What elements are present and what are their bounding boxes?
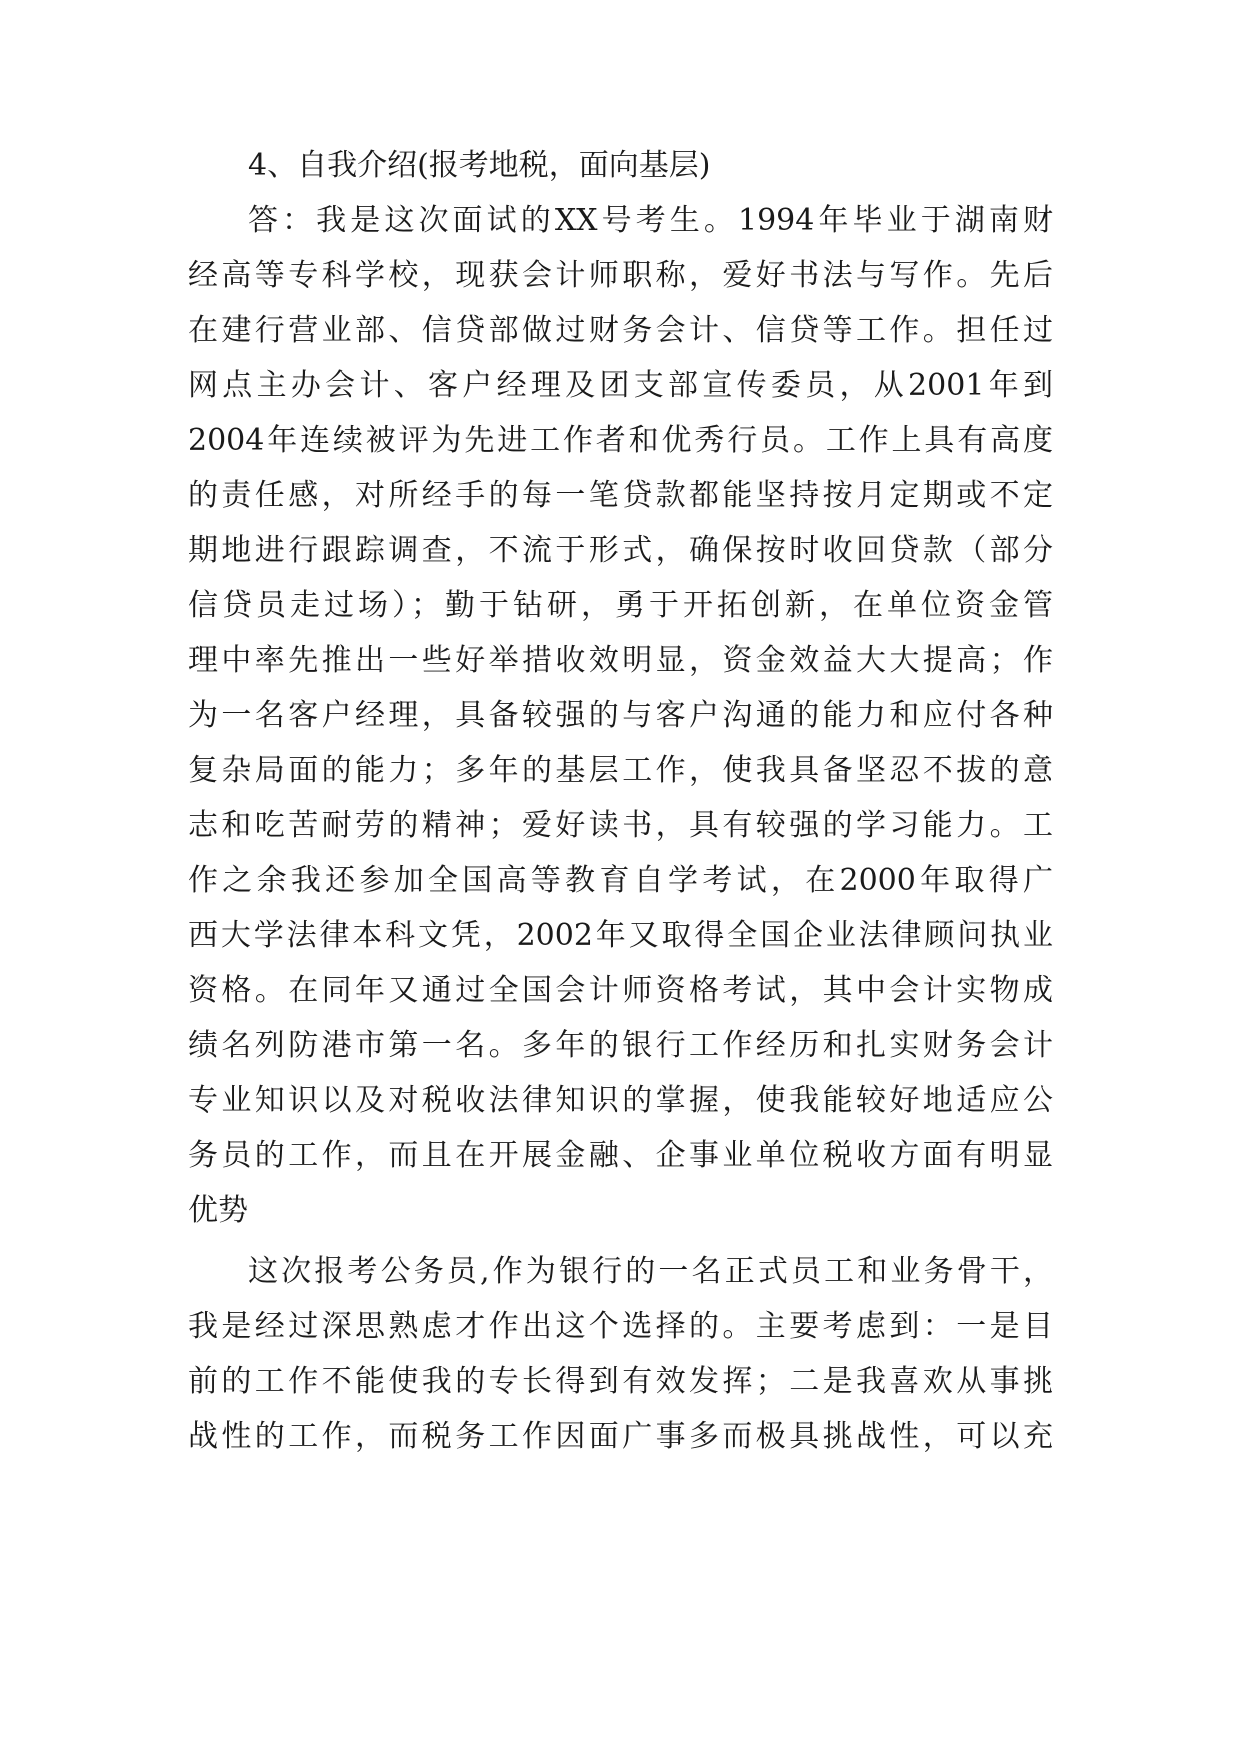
paragraph-line: 作之余我还参加全国高等教育自学考试，在2000年取得广 <box>188 863 1053 898</box>
paragraph-line: 绩名列防港市第一名。多年的银行工作经历和扎实财务会计 <box>188 1028 1053 1063</box>
paragraph-line: 理中率先推出一些好举措收效明显，资金效益大大提高；作 <box>188 643 1053 678</box>
paragraph-line: 答：我是这次面试的XX号考生。1994年毕业于湖南财 <box>248 203 1053 238</box>
paragraph-line: 的责任感，对所经手的每一笔贷款都能坚持按月定期或不定 <box>188 478 1053 513</box>
paragraph-line: 志和吃苦耐劳的精神；爱好读书，具有较强的学习能力。工 <box>188 808 1053 843</box>
paragraph-line: 网点主办会计、客户经理及团支部宣传委员，从2001年到 <box>188 368 1053 403</box>
paragraph-line: 资格。在同年又通过全国会计师资格考试，其中会计实物成 <box>188 973 1053 1008</box>
paragraph-line: 信贷员走过场）；勤于钻研，勇于开拓创新，在单位资金管 <box>188 588 1053 623</box>
paragraph-line: 复杂局面的能力；多年的基层工作，使我具备坚忍不拔的意 <box>188 753 1053 788</box>
section-heading: 4、自我介绍(报考地税，面向基层) <box>248 148 711 183</box>
paragraph-line: 西大学法律本科文凭，2002年又取得全国企业法律顾问执业 <box>188 918 1053 953</box>
paragraph-line: 我是经过深思熟虑才作出这个选择的。主要考虑到：一是目 <box>188 1309 1053 1344</box>
paragraph-line: 专业知识以及对税收法律知识的掌握，使我能较好地适应公 <box>188 1083 1053 1118</box>
paragraph-line: 这次报考公务员,作为银行的一名正式员工和业务骨干， <box>248 1254 1053 1289</box>
paragraph-line: 优势 <box>188 1193 248 1228</box>
paragraph-line: 战性的工作，而税务工作因面广事多而极具挑战性，可以充 <box>188 1419 1053 1454</box>
paragraph-line: 2004年连续被评为先进工作者和优秀行员。工作上具有高度 <box>188 423 1053 458</box>
paragraph-line: 期地进行跟踪调查，不流于形式，确保按时收回贷款（部分 <box>188 533 1053 568</box>
paragraph-line: 为一名客户经理，具备较强的与客户沟通的能力和应付各种 <box>188 698 1053 733</box>
paragraph-line: 在建行营业部、信贷部做过财务会计、信贷等工作。担任过 <box>188 313 1053 348</box>
paragraph-line: 前的工作不能使我的专长得到有效发挥；二是我喜欢从事挑 <box>188 1364 1053 1399</box>
paragraph-line: 经高等专科学校，现获会计师职称，爱好书法与写作。先后 <box>188 258 1053 293</box>
paragraph-line: 务员的工作，而且在开展金融、企事业单位税收方面有明显 <box>188 1138 1053 1173</box>
